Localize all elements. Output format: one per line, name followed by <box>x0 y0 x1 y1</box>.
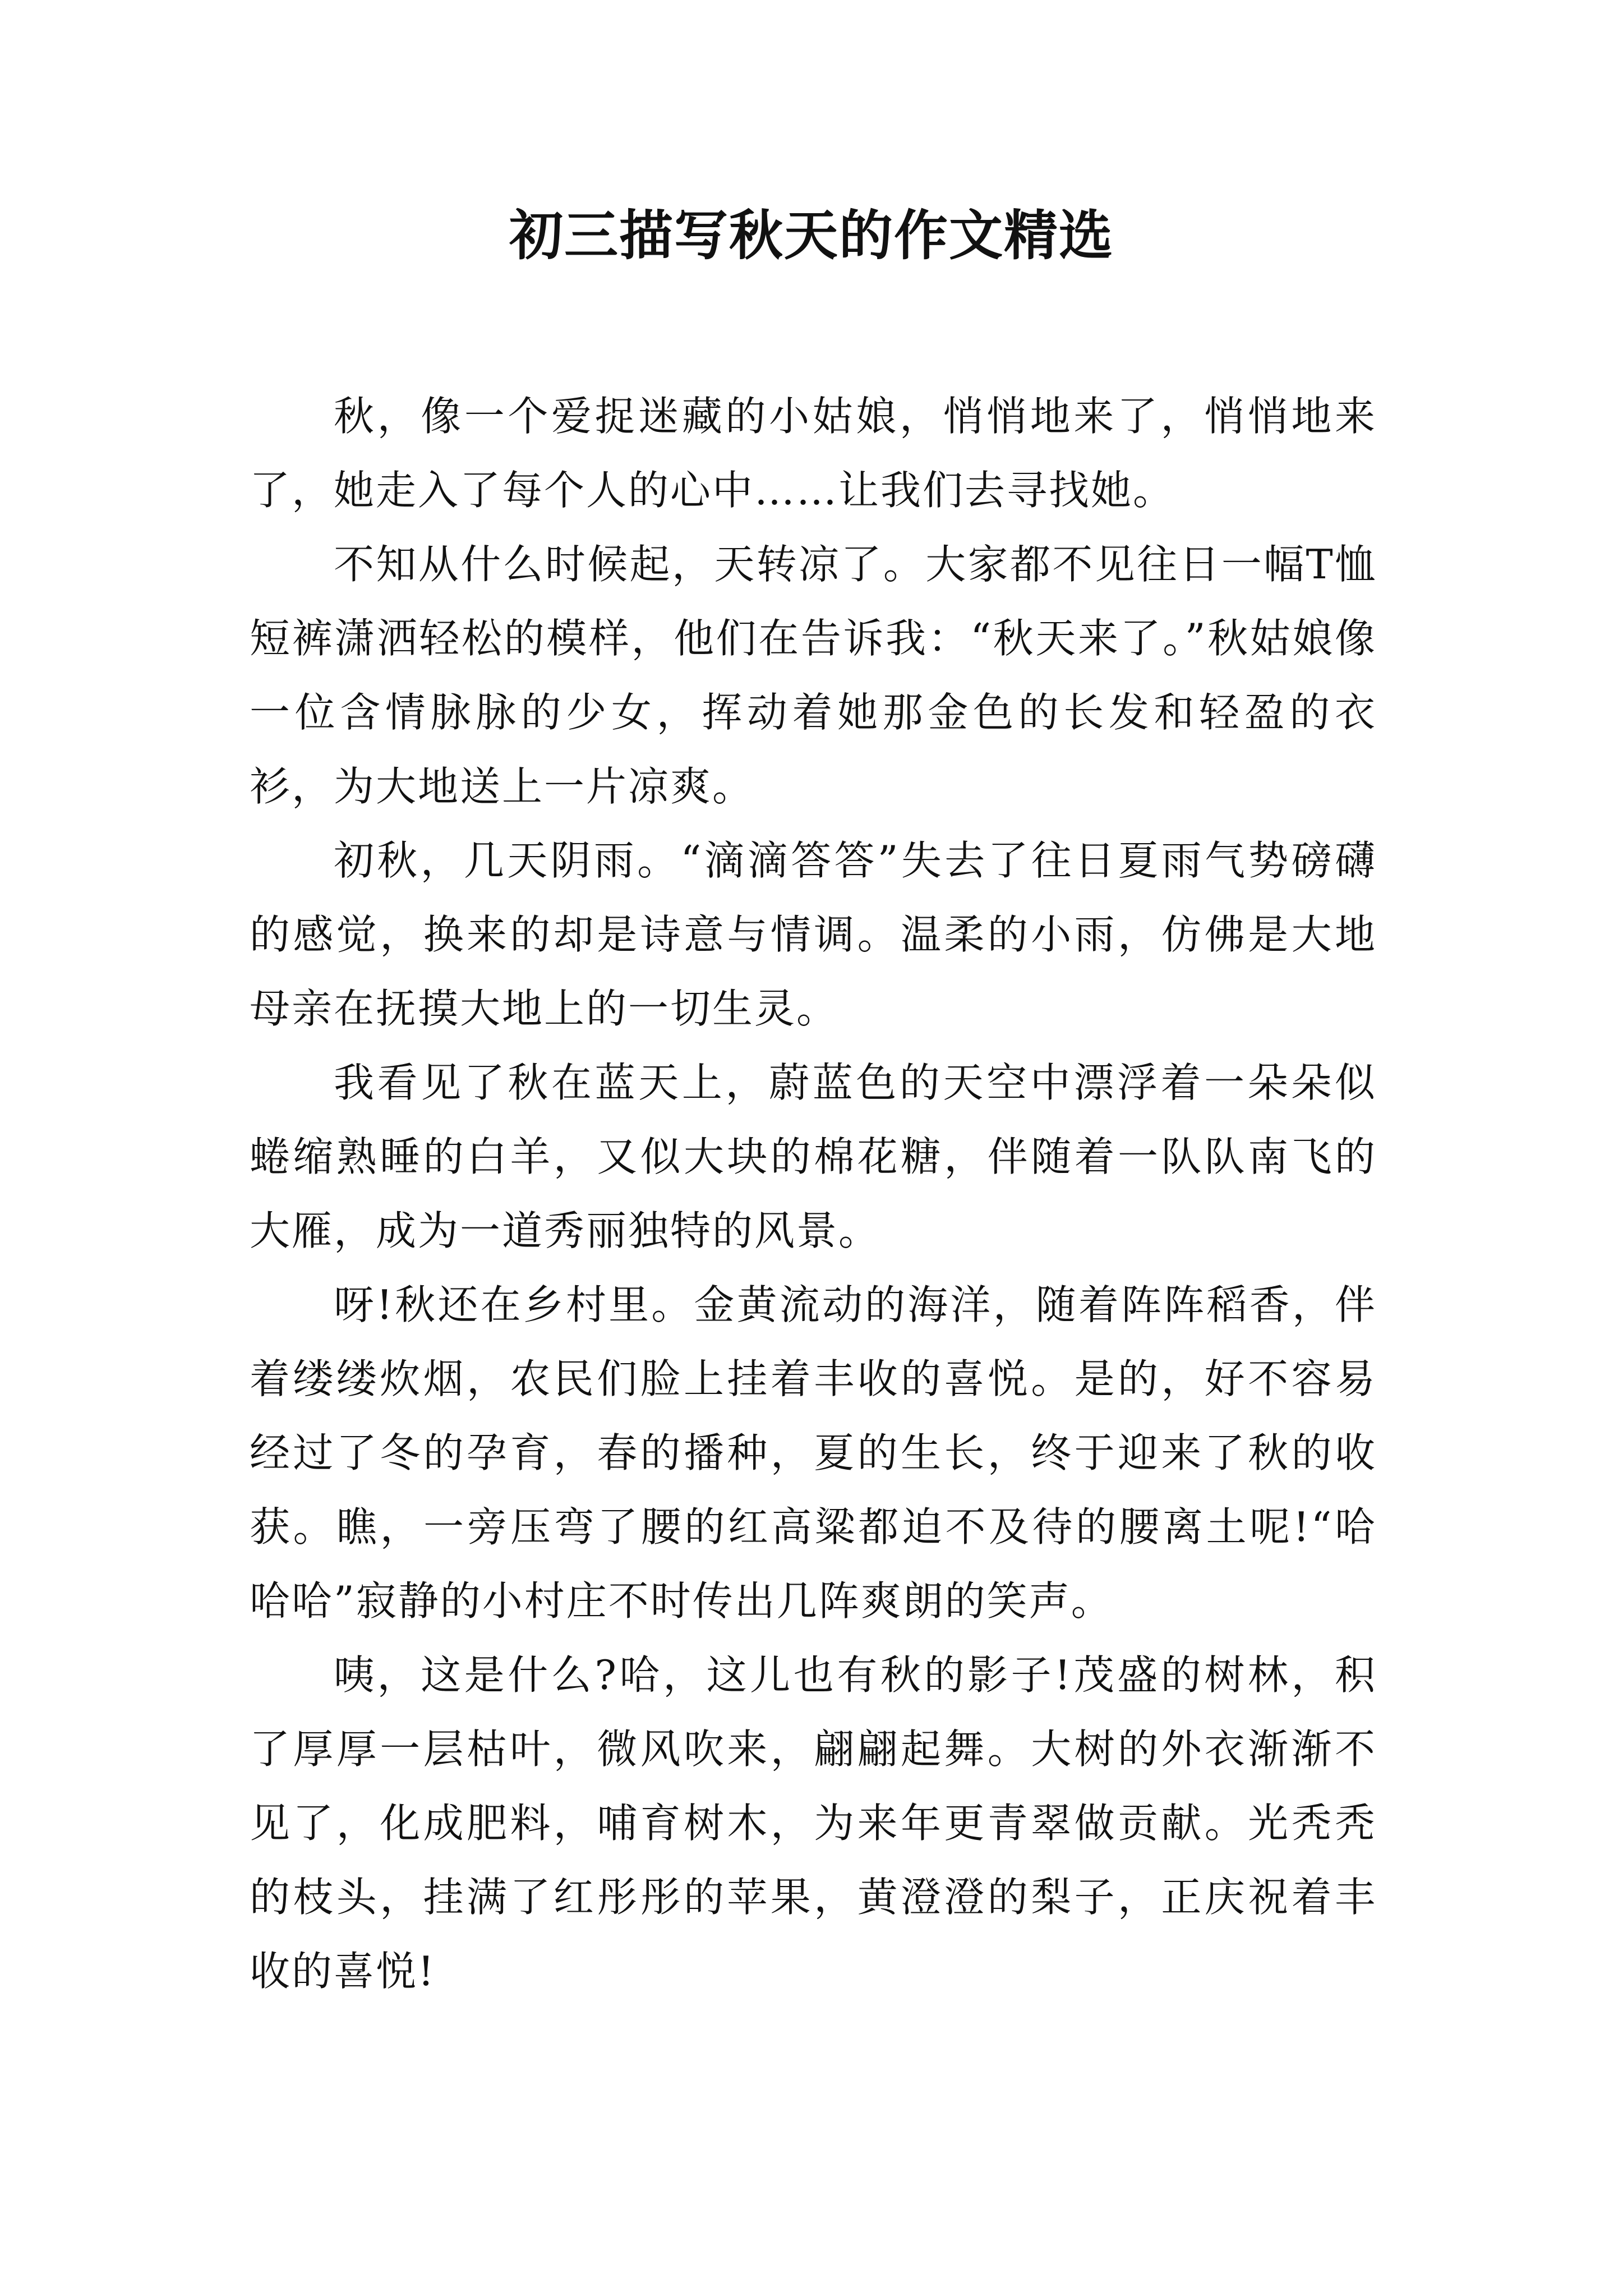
document-title: 初三描写秋天的作文精选 <box>509 204 1114 267</box>
paragraph-4: 我看见了秋在蓝天上，蔚蓝色的天空中漂浮着一朵朵似蜷缩熟睡的白羊，又似大块的棉花糖，伴随着一队队南飞的大雁，成为一道秀丽独特的风景。 <box>250 1059 1377 1254</box>
document-body <box>250 379 1377 2008</box>
paragraph-3: 初秋，几天阴雨。“滴滴答答”失去了往日夏雨气势磅礴的感觉，换来的却是诗意与情调。温柔的小雨，仿佛是大地母亲在抚摸大地上的一切生灵。 <box>250 837 1377 1032</box>
paragraph-1: 秋，像一个爱捉迷藏的小姑娘，悄悄地来了，悄悄地来了，她走入了每个人的心中……让我们去寻找她。 <box>250 393 1377 514</box>
paragraph-5: 呀!秋还在乡村里。金黄流动的海洋，随着阵阵稻香，伴着缕缕炊烟，农民们脸上挂着丰收的喜悦。是的，好不容易经过了冬的孕育，春的播种，夏的生长，终于迎来了秋的收获。瞧，一旁压弯了腰的红高粱都迫不及待的腰离土呢!“哈哈哈”寂静的小村庄不时传出几阵爽朗的笑声。 <box>250 1281 1377 1625</box>
paragraph-6: 咦，这是什么?哈，这儿也有秋的影子!茂盛的树林，积了厚厚一层枯叶，微风吹来，翩翩起舞。大树的外衣渐渐不见了，化成肥料，哺育树木，为来年更青翠做贡献。光秃秃的枝头，挂满了红彤彤的苹果，黄澄澄的梨子，正庆祝着丰收的喜悦! <box>250 1651 1377 1995</box>
paragraph-2: 不知从什么时候起，天转凉了。大家都不见往日一幅T恤短裤潇洒轻松的模样，他们在告诉我：“秋天来了。”秋姑娘像一位含情脉脉的少女，挥动着她那金色的长发和轻盈的衣衫，为大地送上一片凉爽。 <box>250 541 1377 810</box>
